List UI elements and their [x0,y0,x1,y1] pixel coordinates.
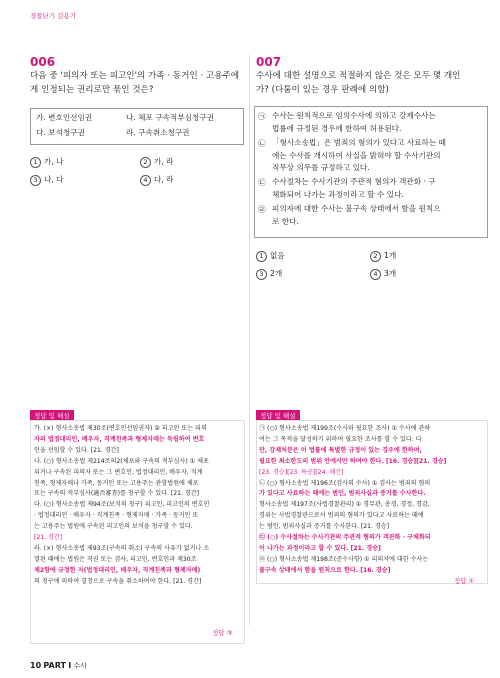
answer-line: 라. (×) 형사소송법 제93조(구속의 취소) 구속의 사유가 없거나 소 [34,544,210,552]
answer-line: 친족, 형제자매나 가족, 동거인 또는 고용주는 관할법원에 체포 [34,479,199,487]
part-label: PART [43,661,66,670]
answer-text-right [259,424,446,577]
statement-d [258,203,484,228]
option-number-circle: 3 [30,175,41,186]
option-number-circle: 4 [370,269,381,280]
question-007-line-1: 수사에 대한 설명으로 적절하지 않은 것은 모두 몇 개인 [256,71,461,81]
answer-line: 자의 법정대리인, 배우자, 직계친족과 형제자매는 독립하여 변호 [34,435,205,443]
answer-line: 불구속 상태에서 함을 원칙으로 한다. [16. 경승] [259,566,391,574]
box-item-label: 나. [126,113,136,122]
option-text: 다, 라 [154,175,174,184]
final-answer-label: 정답 [454,577,467,585]
statement-line: 피의자에 대한 수사는 불구속 상태에서 함을 원칙으 [272,204,441,213]
statement-line: 체화되어 나가는 과정이라고 할 수 있다. [272,189,404,199]
question-006-text [30,69,239,97]
statement-label: ㉠ [258,112,266,121]
statement-line: 에는 수사를 개시하여 사실을 밝혀야 할 수사기관의 [272,150,441,160]
statement-label: ㉢ [258,178,266,187]
box-item-label: 다. [36,128,46,137]
option-text: 없음 [270,251,285,260]
box-item-da [36,127,85,138]
option-text: 1개 [384,251,397,260]
answer-line: · 법정대리인 · 배우자 · 직계친족 · 형제자매 · 가족 · 동거인 또 [34,512,199,520]
q007-option-2[interactable] [370,250,396,262]
question-006-line-2: 게 인정되는 권리로만 묶인 것은? [30,85,154,95]
answer-line: 의 청구에 의하여 결정으로 구속을 취소하여야 한다. [21. 경간] [34,577,202,585]
brand-label: 경찰단기 김용기 [30,12,77,20]
question-006-number: 006 [30,55,56,69]
box-item-text: 변호인선임권 [48,113,93,122]
option-number-circle: 1 [30,157,41,168]
answer-line: 가 있다고 사료하는 때에는 범인, 범죄사실과 증거를 수사한다. [259,490,426,498]
answer-line: 경위는 사법경찰관으로서 범죄의 혐의가 있다고 사료하는 때에 [259,512,424,520]
q006-option-2[interactable] [140,156,174,168]
answer-line: 제2항에 규정한 자(법정대리인, 배우자, 직계친족과 형제자매) [34,566,201,574]
final-answer-left [212,628,232,637]
answer-header-left: 정답 및 해설 [30,410,74,421]
option-text: 2개 [270,269,283,278]
final-answer-right [454,576,474,585]
box-item-text: 구속취소청구권 [138,128,190,137]
answer-header-right: 정답 및 해설 [256,410,300,421]
statement-line: 수사절차는 수사기관의 주관적 혐의가 객관화 · 구 [272,177,436,186]
option-number-circle: 2 [370,251,381,262]
box-item-text: 체포 구속적부심청구권 [138,113,214,122]
box-item-label: 라. [126,128,136,137]
q006-option-4[interactable] [140,174,174,186]
answer-line: 필요한 최소한도의 범위 안에서만 하여야 한다. [16. 경승][21. 경승] [259,457,447,465]
part-number: Ⅰ [68,661,72,670]
answer-line: 다. (○) 형사소송법 제94조(보석의 청구) 피고인, 피고인의 변호인 [34,501,210,509]
q007-option-4[interactable] [370,268,396,280]
statement-line: 법률에 규정된 경우에 한하여 허용된다. [272,123,402,133]
final-answer-label: 정답 [212,629,225,637]
statement-a [258,110,484,135]
statement-label: ㉣ [258,205,266,214]
option-number-circle: 3 [256,269,267,280]
statement-line: 「형사소송법」은 범죄의 혐의가 있다고 사료하는 때 [272,138,446,147]
statement-line: 직무상 의무를 규정하고 있다. [272,163,370,172]
option-text: 가, 라 [154,157,174,166]
statement-b [258,137,484,175]
option-text: 나, 다 [44,175,64,184]
page-footer [30,661,87,671]
option-text: 3개 [384,269,397,278]
question-006-box [30,108,244,145]
box-item-label: 가. [36,113,46,122]
option-number-circle: 1 [256,251,267,262]
answer-text-left [34,424,209,588]
final-answer-value: ③ [226,629,233,637]
page-number: 10 [30,661,42,670]
answer-line: [23. 경승][23. 특공][24. 해간] [259,468,344,476]
answer-line: ㉢ (○) 수사절차는 수사기관의 주관적 혐의가 객관화 · 구체화되 [259,534,431,542]
q006-option-3[interactable] [30,174,64,186]
answer-line: 가. (×) 형사소송법 제30조(변호인선임권자) ② 피고인 또는 피의 [34,425,207,432]
box-item-text: 보석청구권 [48,128,85,137]
question-007-number: 007 [256,55,282,69]
statement-label: ㉡ [258,139,266,148]
option-number-circle: 2 [140,157,151,168]
statement-line: 수사는 원칙적으로 임의수사에 의하고 강제수사는 [272,111,436,120]
box-item-na [126,112,214,123]
answer-line: 는 범인, 범죄사실과 증거를 수사한다. [21. 경승] [259,523,390,531]
answer-line: 멸된 때에는 법원은 직권 또는 검사, 피고인, 변호인과 제30조 [34,555,197,563]
box-item-ga [36,112,92,123]
chapter-label: 수사 [73,662,87,670]
answer-line: 또는 구속의 적부심사(適否審査)를 청구할 수 있다. [21. 경간] [34,490,200,498]
answer-line: ㉡ (○) 형사소송법 제196조(검사의 수사) ① 검사는 범죄의 혐의 [259,479,431,487]
box-item-ra [126,127,190,138]
column-divider [249,55,250,625]
answer-line: 만, 강제처분은 이 법률에 특별한 규정이 있는 경우에 한하며, [259,446,422,454]
answer-line: 여는 그 목적을 달성하기 위하여 필요한 조사를 할 수 있다. 다 [259,435,422,443]
answer-line: 되거나 구속된 피의자 또는 그 변호인, 법정대리인, 배우자, 직계 [34,468,203,476]
answer-line: ㉣ (○) 형사소송법 제198조(준수사항) ① 피의자에 대한 수사는 [259,555,429,563]
statement-line: 로 한다. [272,216,299,226]
statement-c [258,176,484,201]
q006-option-1[interactable] [30,156,64,168]
option-text: 가, 나 [44,157,64,166]
question-007-line-2: 가? (다툼이 있는 경우 판례에 의함) [256,85,389,95]
answer-line: 형사소송법 제197조(사법경찰관리) ① 경무관, 총경, 경정, 경감, [259,501,430,509]
question-006-line-1: 다음 중 '피의자 또는 피고인'의 가족 · 동거인 · 고용주에 [30,71,240,81]
question-007-text [256,69,461,97]
final-answer-value: ① [468,577,475,585]
answer-line: 인을 선임할 수 있다. [21. 경간] [34,446,119,454]
answer-line: ㉠ (○) 형사소송법 제199조(수사와 필요한 조사) ① 수사에 관하 [259,425,431,432]
q007-option-3[interactable] [256,268,282,280]
option-number-circle: 4 [140,175,151,186]
answer-line: 는 고용주는 법원에 구속된 피고인의 보석을 청구할 수 있다. [34,523,193,531]
answer-line: [21. 경간] [34,534,63,542]
answer-line: 나. (○) 형사소송법 제214조의2(체포와 구속의 적부심사) ① 체포 [34,457,209,465]
q007-option-1[interactable] [256,250,285,262]
answer-line: 어 나가는 과정이라고 할 수 있다. [21. 경승] [259,544,381,552]
